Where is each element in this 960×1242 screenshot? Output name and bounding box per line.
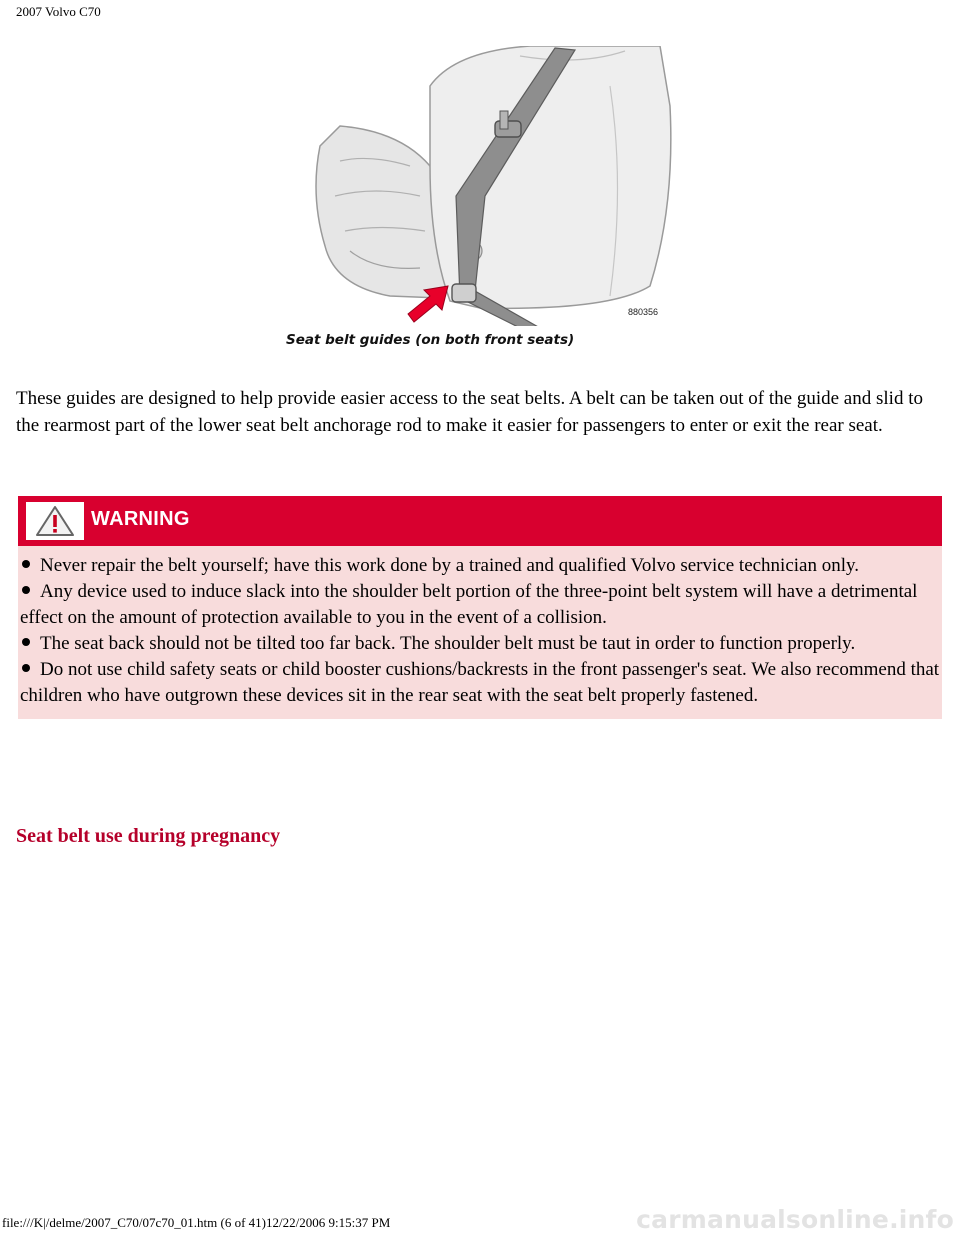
warning-item-text: Do not use child safety seats or child booster cushions/backrests in the front passenger's seat. We also recommend that children who have outgrown these devices sit in the rear seat with the seat belt properly fastened. — [20, 659, 940, 706]
bullet-dot-icon — [22, 638, 30, 646]
list-item — [20, 579, 940, 631]
warning-box — [18, 496, 942, 719]
seat-belt-illustration — [280, 46, 680, 326]
page-footer: file:///K|/delme/2007_C70/07c70_01.htm (6 of 41)12/22/2006 9:15:37 PM — [2, 1215, 391, 1230]
bullet-dot-icon — [22, 586, 30, 594]
list-item — [20, 657, 940, 709]
page-header: 2007 Volvo C70 — [16, 4, 101, 19]
warning-item-text: Any device used to induce slack into the shoulder belt portion of the three-point belt system will have a detrimental effect on the amount of protection available to you in the event of a collision. — [20, 581, 918, 628]
seat-belt-guide-figure — [280, 46, 680, 356]
warning-header — [18, 496, 942, 546]
bullet-dot-icon — [22, 560, 30, 568]
warning-item-text: Never repair the belt yourself; have this work done by a trained and qualified Volvo service technician only. — [40, 555, 860, 576]
body-paragraph: These guides are designed to help provide easier access to the seat belts. A belt can be taken out of the guide and slid to the rearmost part of the lower seat belt anchorage rod to make it easier for passengers to enter or exit the rear seat. — [16, 388, 923, 436]
warning-title: WARNING — [91, 508, 190, 530]
figure-code: 880356 — [628, 307, 659, 317]
list-item — [20, 553, 940, 579]
bullet-dot-icon — [22, 664, 30, 672]
list-item — [20, 631, 940, 657]
warning-list — [18, 546, 942, 719]
watermark: carmanualsonline.info — [636, 1205, 954, 1234]
warning-triangle-icon — [26, 502, 84, 540]
section-heading: Seat belt use during pregnancy — [16, 825, 281, 847]
warning-item-text: The seat back should not be tilted too far back. The shoulder belt must be taut in order to function properly. — [40, 633, 856, 654]
figure-caption: Seat belt guides (on both front seats) — [286, 332, 575, 348]
